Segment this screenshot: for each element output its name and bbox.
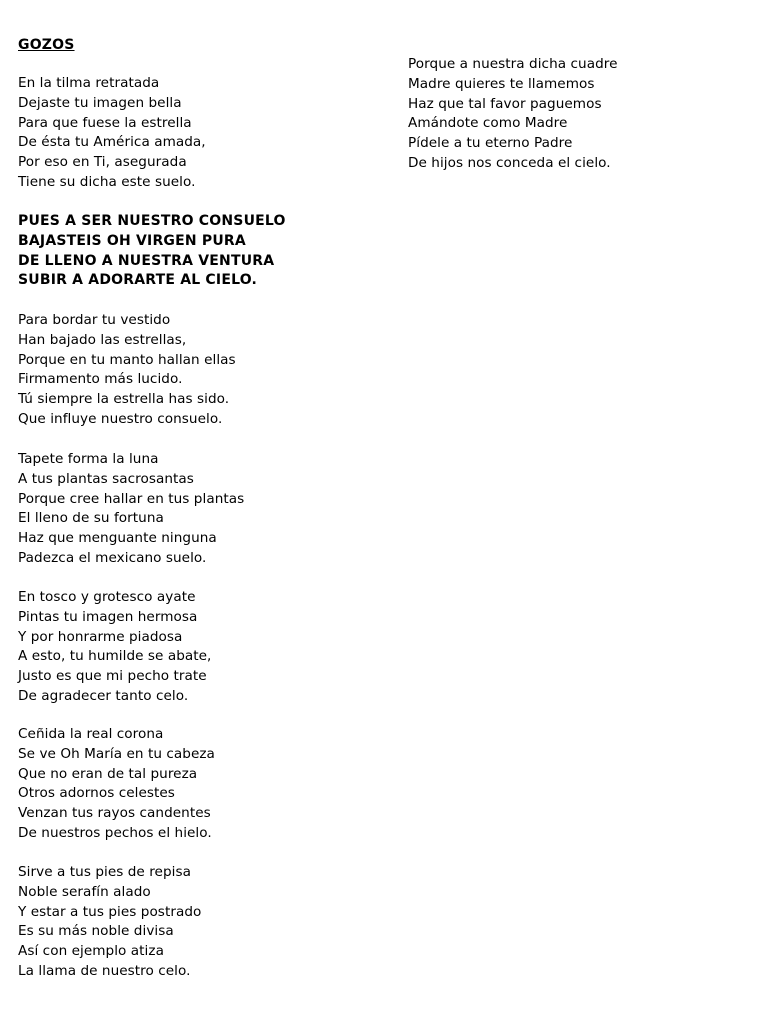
chorus-line: PUES A SER NUESTRO CONSUELO bbox=[18, 213, 286, 229]
verse-line: Así con ejemplo atiza bbox=[18, 943, 164, 960]
verse-line: Firmamento más lucido. bbox=[18, 371, 183, 388]
verse-line: A esto, tu humilde se abate, bbox=[18, 648, 212, 665]
stanza-2 bbox=[18, 311, 236, 430]
verse-line: Amándote como Madre bbox=[408, 115, 568, 132]
verse-line: Otros adornos celestes bbox=[18, 785, 175, 802]
verse-line: Justo es que mi pecho trate bbox=[18, 668, 207, 685]
stanza-6 bbox=[18, 863, 201, 982]
verse-line: De hijos nos conceda el cielo. bbox=[408, 154, 611, 171]
chorus-line: DE LLENO A NUESTRA VENTURA bbox=[18, 252, 275, 269]
stanza-7 bbox=[408, 55, 618, 174]
stanza-4 bbox=[18, 588, 211, 707]
verse-line: Porque en tu manto hallan ellas bbox=[18, 351, 236, 368]
verse-line: Madre quieres te llamemos bbox=[408, 75, 595, 92]
verse-line: Noble serafín alado bbox=[18, 883, 151, 900]
verse-line: Dejaste tu imagen bella bbox=[18, 94, 182, 111]
verse-line: Ceñida la real corona bbox=[18, 726, 164, 742]
verse-line: Y por honrarme piadosa bbox=[18, 628, 183, 645]
verse-line: Porque cree hallar en tus plantas bbox=[18, 490, 245, 507]
verse-line: Pídele a tu eterno Padre bbox=[408, 135, 573, 152]
chorus-line: SUBIR A ADORARTE AL CIELO. bbox=[18, 272, 258, 289]
verse-line: Tú siempre la estrella has sido. bbox=[18, 391, 230, 408]
page-title: GOZOS bbox=[18, 37, 75, 53]
verse-line: De ésta tu América amada, bbox=[18, 134, 206, 151]
verse-line: Que influye nuestro consuelo. bbox=[18, 410, 223, 427]
chorus bbox=[18, 212, 286, 291]
verse-line: Tiene su dicha este suelo. bbox=[18, 173, 196, 190]
stanza-5 bbox=[18, 725, 215, 844]
verse-line: Tapete forma la luna bbox=[18, 451, 159, 467]
verse-line: Se ve Oh María en tu cabeza bbox=[18, 745, 215, 762]
verse-line: En la tilma retratada bbox=[18, 75, 160, 91]
verse-line: Haz que menguante ninguna bbox=[18, 530, 217, 547]
verse-line: De agradecer tanto celo. bbox=[18, 687, 189, 704]
chorus-line: BAJASTEIS OH VIRGEN PURA bbox=[18, 232, 246, 249]
verse-line: Para bordar tu vestido bbox=[18, 312, 171, 328]
verse-line: En tosco y grotesco ayate bbox=[18, 589, 196, 605]
verse-line: Han bajado las estrellas, bbox=[18, 331, 187, 348]
verse-line: A tus plantas sacrosantas bbox=[18, 470, 194, 487]
stanza-1 bbox=[18, 74, 206, 193]
verse-line: La llama de nuestro celo. bbox=[18, 962, 191, 979]
verse-line: Porque a nuestra dicha cuadre bbox=[408, 56, 618, 72]
verse-line: Que no eran de tal pureza bbox=[18, 765, 198, 782]
verse-line: Para que fuese la estrella bbox=[18, 114, 192, 131]
stanza-3 bbox=[18, 450, 244, 569]
verse-line: Por eso en Ti, asegurada bbox=[18, 154, 187, 171]
verse-line: Y estar a tus pies postrado bbox=[18, 903, 202, 920]
verse-line: De nuestros pechos el hielo. bbox=[18, 824, 212, 841]
verse-line: El lleno de su fortuna bbox=[18, 510, 164, 527]
verse-line: Haz que tal favor paguemos bbox=[408, 95, 602, 112]
verse-line: Es su más noble divisa bbox=[18, 923, 174, 940]
verse-line: Padezca el mexicano suelo. bbox=[18, 549, 207, 566]
verse-line: Sirve a tus pies de repisa bbox=[18, 864, 191, 880]
verse-line: Venzan tus rayos candentes bbox=[18, 805, 211, 822]
verse-line: Pintas tu imagen hermosa bbox=[18, 608, 198, 625]
